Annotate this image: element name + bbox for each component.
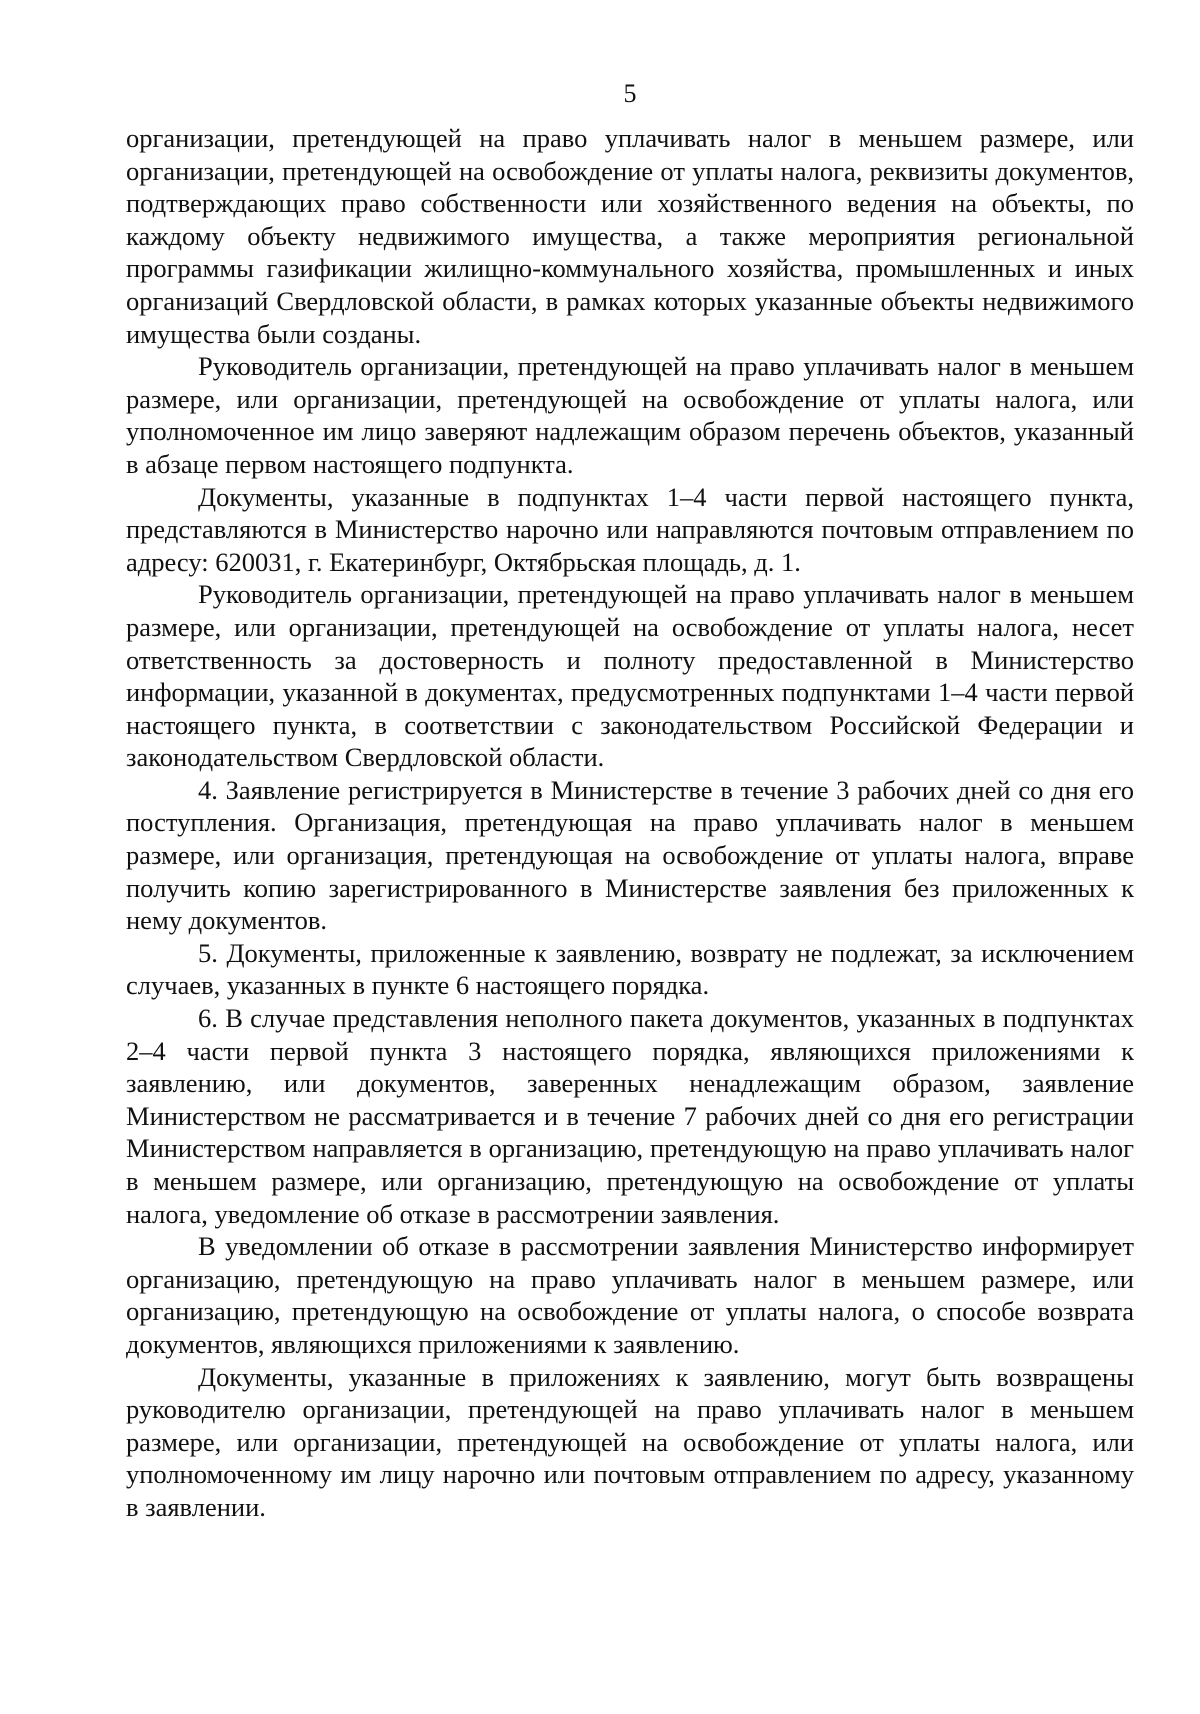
paragraph-item-6-incomplete-package: 6. В случае представления неполного пакета документов, указанных в подпунктах 2–4 части первой пункта 3 настоящего порядка, являющихся приложениями к заявлению, или документов, заверенных ненадлежащим образом, заявление Министерством не рассматривается и в течение 7 рабочих дней со дня его регистрации Министерством направляется в организацию, претендующую на право уплачивать налог в меньшем размере, или организацию, претендующую на освобождение от уплаты налога, уведомление об отказе в рассмотрении заявления. [126, 1003, 1134, 1229]
paragraph-director-responsibility: Руководитель организации, претендующей на право уплачивать налог в меньшем размере, или организации, претендующей на освобождение от уплаты налога, несет ответственность за достоверность и полноту предоставленной в Министерство информации, указанной в документах, предусмотренных подпунктами 1–4 части первой настоящего пункта, в соответствии с законодательством Российской Федерации и законодательством Свердловской области. [126, 579, 1134, 773]
paragraph-continuation: организации, претендующей на право уплачивать налог в меньшем размере, или организации, претендующей на освобождение от уплаты налога, реквизиты документов, подтверждающих право собственности или хозяйственного ведения на объекты, по каждому объекту недвижимого имущества, а также мероприятия региональной программы газификации жилищно-коммунального хозяйства, промышленных и иных организаций Свердловской области, в рамках которых указанные объекты недвижимого имущества были созданы. [126, 123, 1134, 349]
paragraph-documents-return: Документы, указанные в приложениях к заявлению, могут быть возвращены руководителю организации, претендующей на право уплачивать налог в меньшем размере, или организации, претендующей на освобождение от уплаты налога, или уполномоченному им лицу нарочно или почтовым отправлением по адресу, указанному в заявлении. [126, 1361, 1134, 1522]
paragraph-refusal-notice: В уведомлении об отказе в рассмотрении заявления Министерство информирует организацию, претендующую на право уплачивать налог в меньшем размере, или организацию, претендующую на освобождение от уплаты налога, о способе возврата документов, являющихся приложениями к заявлению. [126, 1231, 1134, 1359]
page-number: 5 [623, 79, 637, 108]
paragraph-item-5-no-return: 5. Документы, приложенные к заявлению, возврату не подлежат, за исключением случаев, указанных в пункте 6 настоящего порядка. [126, 937, 1134, 1001]
paragraph-director-certification: Руководитель организации, претендующей на право уплачивать налог в меньшем размере, или организации, претендующей на освобождение от уплаты налога, или уполномоченное им лицо заверяют надлежащим образом перечень объектов, указанный в абзаце первом настоящего подпункта. [126, 351, 1134, 479]
paragraph-submission-address: Документы, указанные в подпунктах 1–4 части первой настоящего пункта, представляются в Министерство нарочно или направляются почтовым отправлением по адресу: 620031, г. Екатеринбург, Октябрьская площадь, д. 1. [126, 481, 1134, 577]
document-body [126, 122, 1134, 1524]
paragraph-item-4-registration: 4. Заявление регистрируется в Министерстве в течение 3 рабочих дней со дня его поступления. Организация, претендующая на право уплачивать налог в меньшем размере, или организация, претендующая на освобождение от уплаты налога, вправе получить копию зарегистрированного в Министерстве заявления без приложенных к нему документов. [126, 774, 1134, 936]
